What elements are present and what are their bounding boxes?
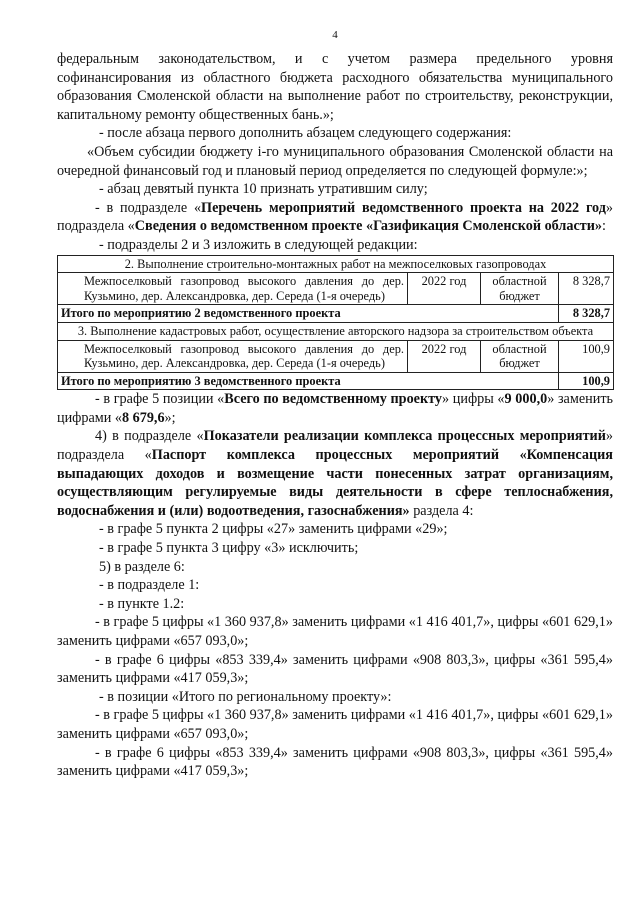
list-item: - в графе 5 цифры «1 360 937,8» заменить цифрами «1 416 401,7», цифры «601 629,1» заменить цифрами «657 093,0»; bbox=[57, 614, 613, 649]
cell-amount: 8 328,7 bbox=[559, 273, 614, 305]
cell-year: 2022 год bbox=[408, 340, 481, 372]
list-item: 5) в разделе 6: bbox=[99, 558, 185, 575]
cell-year: 2022 год bbox=[408, 273, 481, 305]
table-section-row bbox=[58, 322, 614, 340]
list-item: - в графе 6 цифры «853 339,4» заменить цифрами «908 803,3», цифры «361 595,4» заменить цифрами «417 059,3»; bbox=[57, 651, 613, 687]
table-total-row bbox=[58, 305, 614, 323]
bold-title-list: Перечень мероприятий ведомственного проекта на 2022 год bbox=[201, 199, 606, 216]
page-number: 4 bbox=[332, 29, 338, 41]
paragraph-intro: федеральным законодательством, и с учетом размера предельного уровня софинансирования из областного бюджета расходного обязательства муниципального образования Смоленской области на выполнение работ по строительству, реконструкции, капитальному ремонту общественных бань.»; bbox=[57, 51, 613, 123]
cell-object-name: Межпоселковый газопровод высокого давления до дер. Кузьмино, дер. Александровка, дер. Середа (1-я очередь) bbox=[58, 340, 408, 372]
paragraph-item-4: 4) в подразделе «Показатели реализации комплекса процессных мероприятий» подраздела «Паспорт комплекса процессных мероприятий «Компенсация выпадающих доходов и возмещение части понесенных затрат организациям, осуществляющим регулируемые виды деятельности в сфере теплоснабжения, водоснабжения и (или) водоотведения, газоснабжения» раздела 4: bbox=[57, 428, 613, 519]
list-item: - в графе 5 пункта 3 цифру «3» исключить; bbox=[99, 540, 359, 557]
cell-object-name: Межпоселковый газопровод высокого давления до дер. Кузьмино, дер. Александровка, дер. Середа (1-я очередь) bbox=[58, 273, 408, 305]
table-total-row bbox=[58, 372, 614, 390]
list-item: - в графе 5 пункта 2 цифры «27» заменить цифрами «29»; bbox=[99, 521, 448, 538]
paragraph-subsections-2-3: - подразделы 2 и 3 изложить в следующей редакции: bbox=[99, 236, 418, 253]
list-item: - в подразделе 1: bbox=[99, 577, 200, 594]
cell-amount: 100,9 bbox=[559, 340, 614, 372]
document-page bbox=[57, 0, 613, 781]
list-item: - в графе 5 цифры «1 360 937,8» заменить цифрами «1 416 401,7», цифры «601 629,1» заменить цифрами «657 093,0»; bbox=[57, 707, 613, 742]
list-item: - в пункте 1.2: bbox=[99, 595, 185, 612]
cell-source: областной бюджет bbox=[481, 273, 559, 305]
cell-source: областной бюджет bbox=[481, 340, 559, 372]
total-amount-3: 100,9 bbox=[559, 372, 614, 390]
table-row bbox=[58, 340, 614, 372]
paragraph-add-abzac: - после абзаца первого дополнить абзацем следующего содержания: bbox=[99, 125, 512, 142]
list-item: - в позиции «Итого по региональному проекту»: bbox=[99, 688, 392, 705]
bold-title-passport: Паспорт комплекса процессных мероприятий «Компенсация выпадающих доходов и возмещение части понесенных затрат организациям, осуществляющим регулируемые виды деятельности в сфере теплоснабжения, водоснабжения и (или) водоотведения, газоснабжения» bbox=[57, 447, 613, 519]
list-item: - в графе 6 цифры «853 339,4» заменить цифрами «908 803,3», цифры «361 595,4» заменить цифрами «417 059,3»; bbox=[57, 744, 613, 780]
total-label-3: Итого по мероприятию 3 ведомственного проекта bbox=[58, 372, 559, 390]
paragraph-quote-formula: «Объем субсидии бюджету i-го муниципального образования Смоленской области на очередной финансовый год и плановый период определяется по следующей формуле:»; bbox=[57, 143, 613, 179]
bold-title-info: Сведения о ведомственном проекте «Газификация Смоленской области» bbox=[134, 218, 603, 235]
total-label-2: Итого по мероприятию 2 ведомственного проекта bbox=[58, 305, 559, 323]
section-title-3: 3. Выполнение кадастровых работ, осуществление авторского надзора за строительством объекта bbox=[58, 322, 614, 340]
table-row bbox=[58, 273, 614, 305]
bold-title-indicators: Показатели реализации комплекса процессных мероприятий bbox=[203, 428, 606, 445]
paragraph-abzac-nine: - абзац девятый пункта 10 признать утратившим силу; bbox=[99, 181, 428, 198]
paragraph-total-change: - в графе 5 позиции «Всего по ведомственному проекту» цифры «9 000,0» заменить цифрами «8 679,6»; bbox=[57, 391, 613, 426]
table-section-row bbox=[58, 255, 614, 273]
section-title-2: 2. Выполнение строительно-монтажных работ на межпоселковых газопроводах bbox=[58, 255, 614, 273]
total-amount-2: 8 328,7 bbox=[559, 305, 614, 323]
paragraph-subsection-list: - в подразделе «Перечень мероприятий ведомственного проекта на 2022 год» подраздела «Сведения о ведомственном проекте «Газификация Смоленской области»: bbox=[57, 199, 613, 235]
measures-table bbox=[57, 255, 614, 391]
